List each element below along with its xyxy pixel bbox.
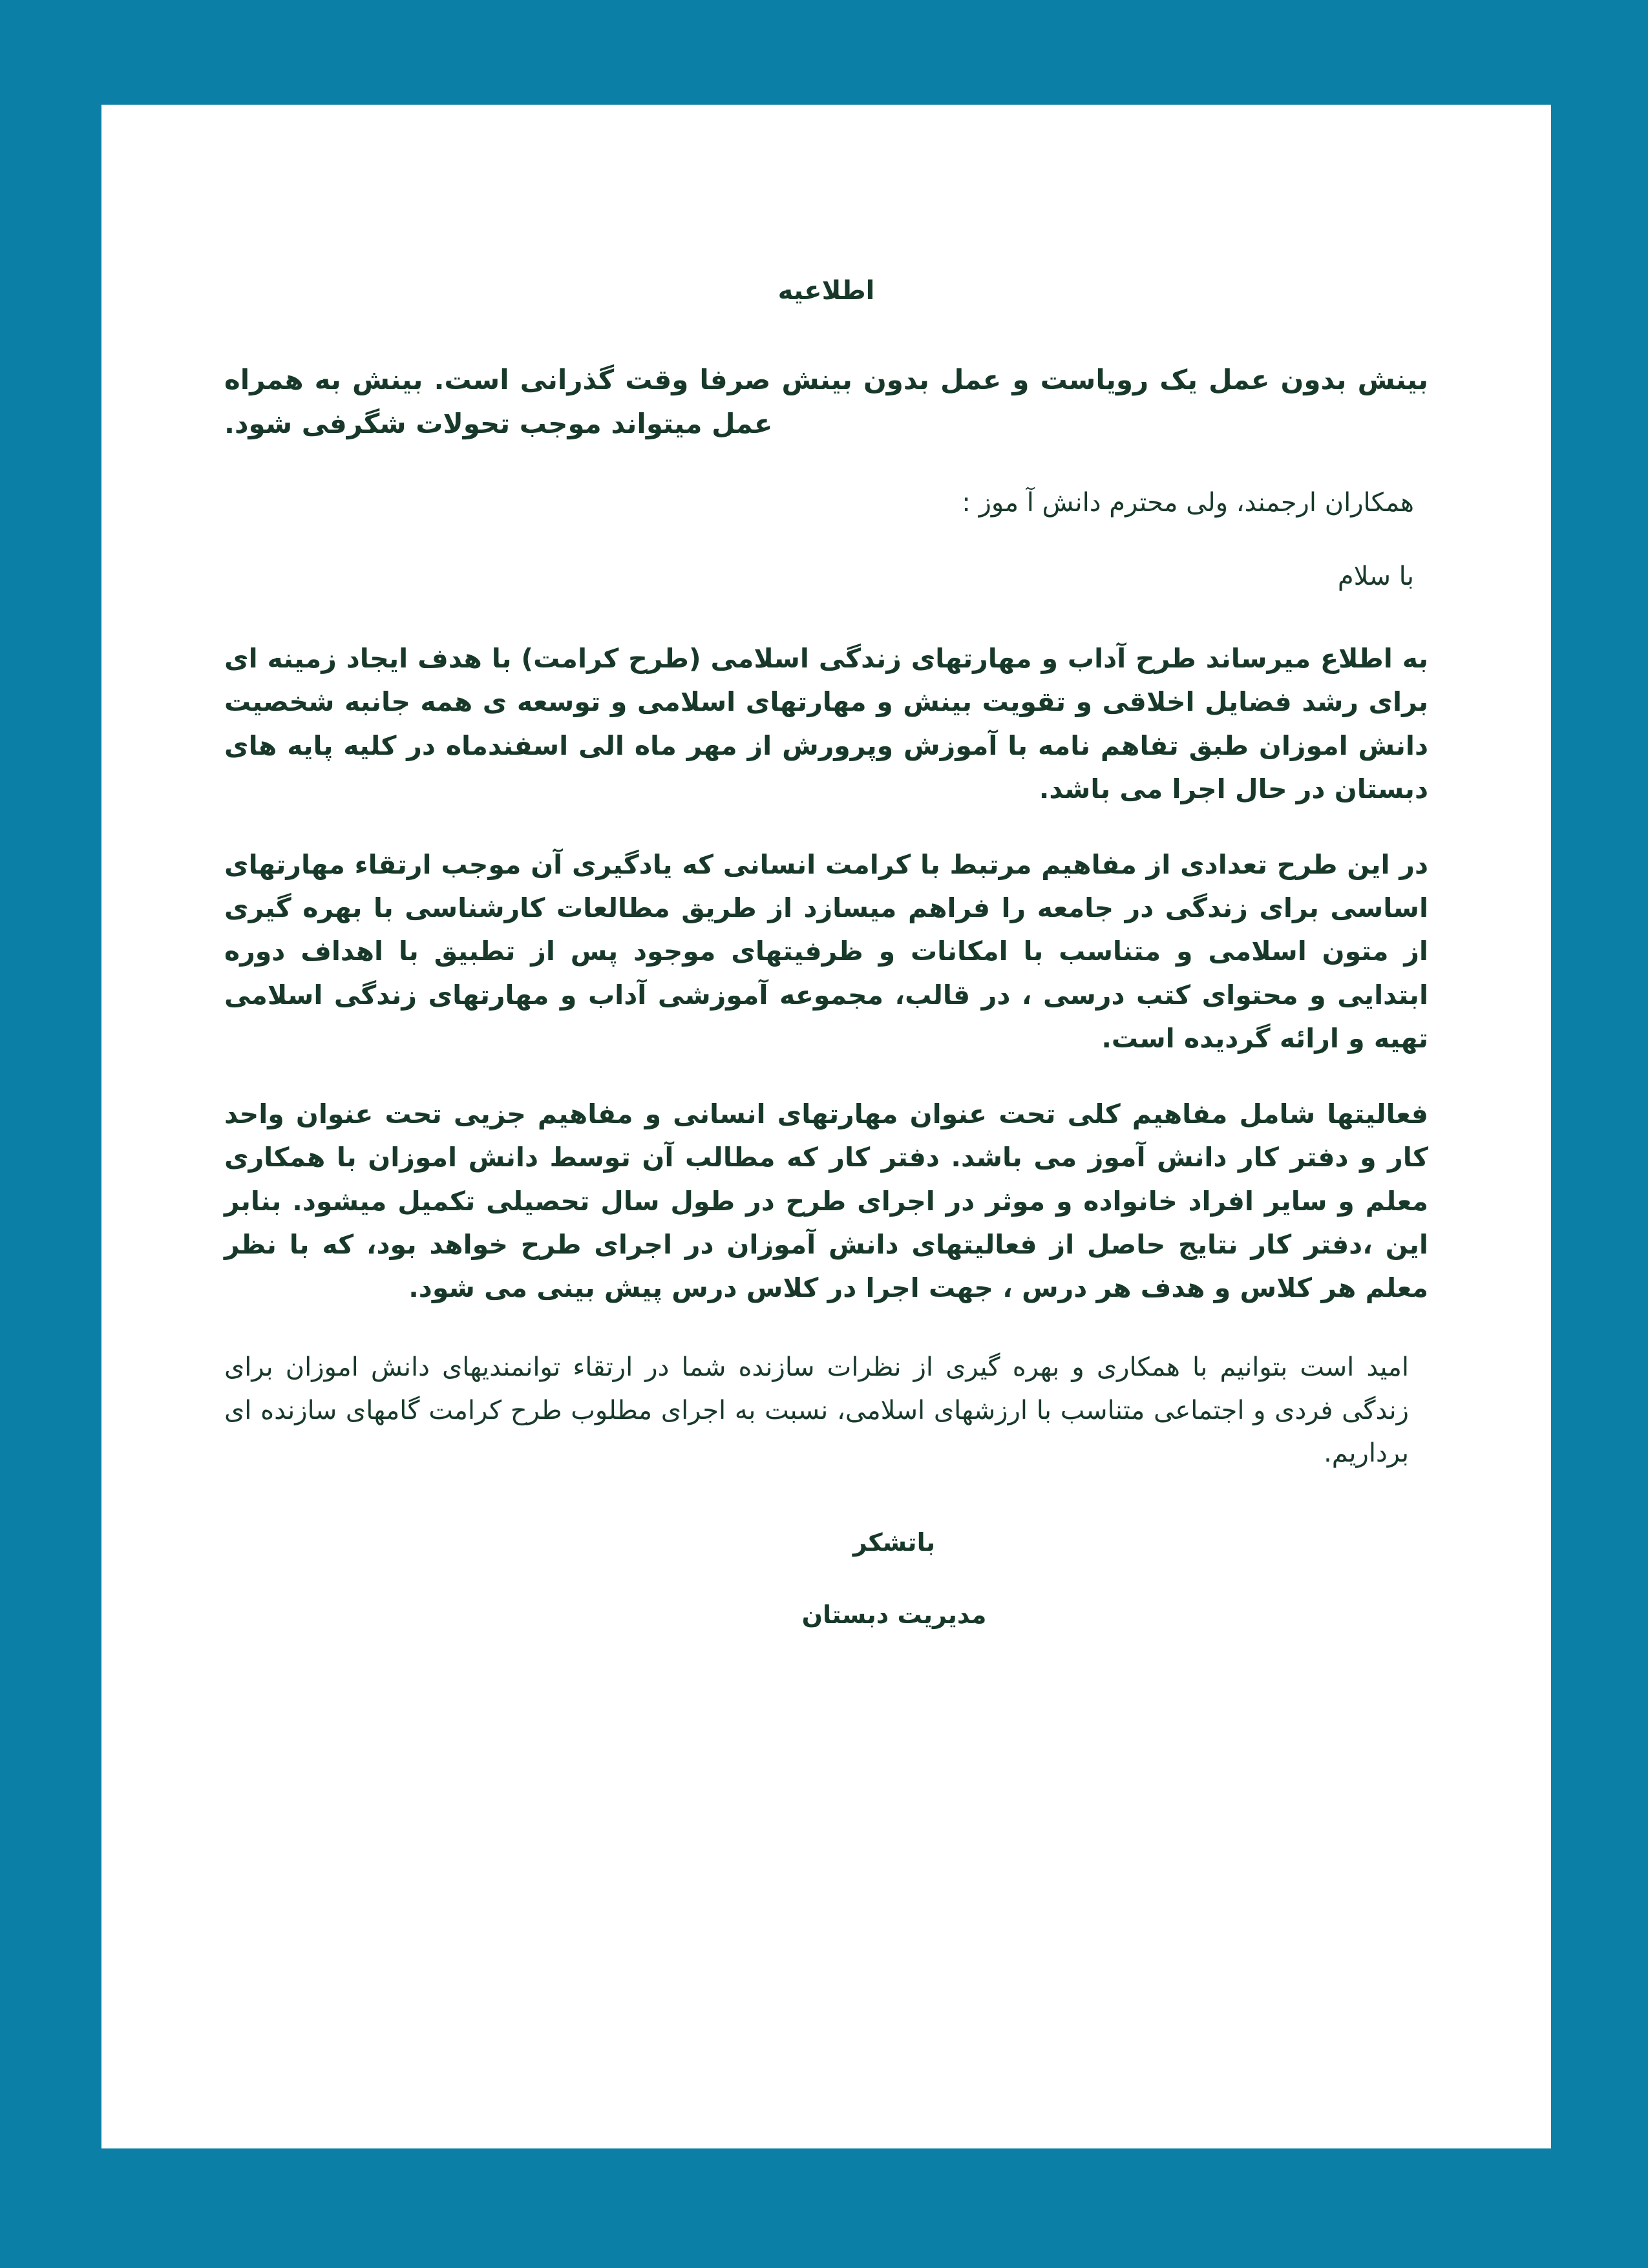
sign-off-thanks: باتشکر bbox=[852, 1528, 936, 1557]
greeting: با سلام bbox=[1337, 562, 1414, 592]
signature-title: مدیریت دبستان bbox=[801, 1601, 987, 1630]
body-paragraph-1: به اطلاع میرساند طرح آداب و مهارتهای زندگی اسلامی (طرح کرامت) با هدف ایجاد زمینه ای برای رشد فضایل اخلاقی و تقویت بینش و مهارتهای اسلامی و توسعه ی همه جانبه شخصیت دانش اموزان طبق تفاهم نامه با آموزش وپرورش از مهر ماه الی اسفندماه در کلیه پایه های دبستان در حال اجرا می باشد. bbox=[224, 643, 1428, 804]
body-paragraph-3: فعالیتها شامل مفاهیم کلی تحت عنوان مهارتهای انسانی و مفاهیم جزیی تحت عنوان واحد کار و دفتر کار دانش آموز می باشد. دفتر کار که مطالب آن توسط دانش اموزان با همکاری معلم و سایر افراد خانواده و موثر در اجرای طرح در طول سال تحصیلی تکمیل میشود. بنابر این ،دفتر کار نتایج حاصل از فعالیتهای دانش آموزان در اجرای طرح خواهد بود، که با نظر معلم هر کلاس و هدف هر درس ، جهت اجرا در کلاس درس پیش بینی می شود. bbox=[224, 1098, 1428, 1304]
document-body bbox=[101, 105, 1551, 2148]
page-title: اطلاعیه bbox=[777, 276, 875, 306]
lead-statement: بینش بدون عمل یک رویاست و عمل بدون بینش صرفا وقت گذرانی است. بینش به همراه عمل میتواند موجب تحولات شگرفی شود. bbox=[224, 364, 1428, 440]
paper-page bbox=[101, 105, 1551, 2148]
closing-paragraph: امید است بتوانیم با همکاری و بهره گیری از نظرات سازنده شما در ارتقاء توانمندیهای دانش اموزان برای زندگی فردی و اجتماعی متناسب با ارزشهای اسلامی، نسبت به اجرای مطلوب طرح کرامت گامهای سازنده ای برداریم. bbox=[224, 1352, 1409, 1469]
body-paragraph-2: در این طرح تعدادی از مفاهیم مرتبط با کرامت انسانی که یادگیری آن موجب ارتقاء مهارتهای اساسی برای زندگی در جامعه را فراهم میسازد از طریق مطالعات کارشناسی با بهره گیری از متون اسلامی و متناسب با امکانات و ظرفیتهای موجود پس از تطبیق با اهداف دوره ابتدایی و محتوای کتب درسی ، در قالب، مجموعه آموزشی آداب و مهارتهای زندگی اسلامی تهیه و ارائه گردیده است. bbox=[224, 849, 1428, 1054]
salutation: همکاران ارجمند، ولی محترم دانش آ موز : bbox=[962, 488, 1414, 518]
